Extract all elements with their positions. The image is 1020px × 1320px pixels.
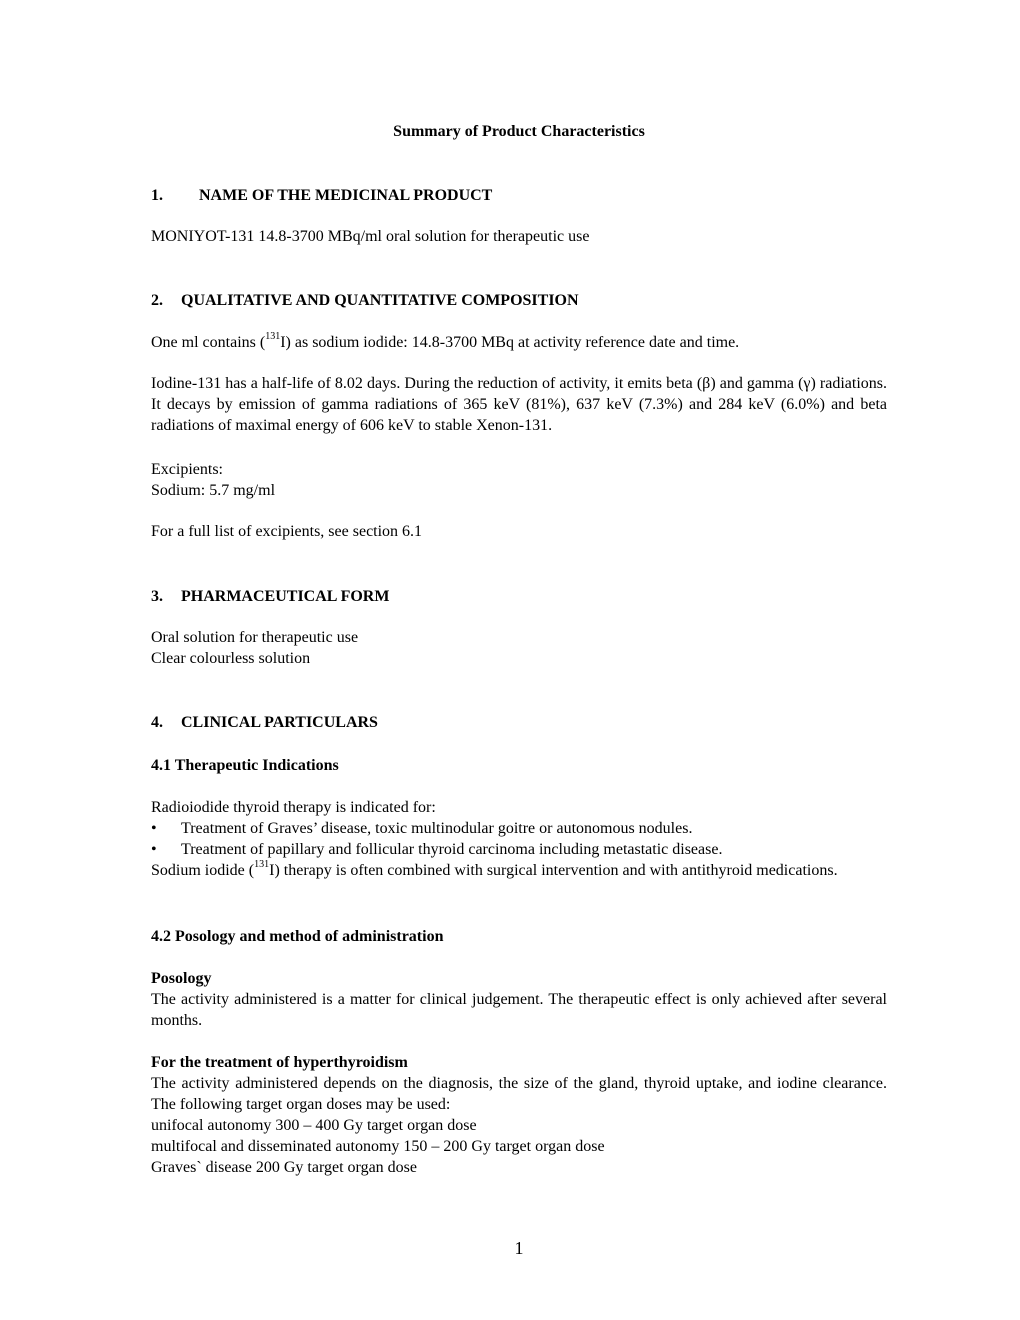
posology-text: The activity administered is a matter for clinical judgement. The therapeutic effect is only achieved after several months. (151, 991, 887, 1029)
document-title: Summary of Product Characteristics (393, 123, 645, 140)
list-item: multifocal and disseminated autonomy 150 – 200 Gy target organ dose (151, 1138, 605, 1155)
list-item: • Treatment of papillary and follicular thyroid carcinoma including metastatic disease. (151, 839, 887, 860)
list-item: Graves` disease 200 Gy target organ dose (151, 1159, 417, 1176)
excipients-reference: For a full list of excipients, see section 6.1 (151, 523, 423, 540)
hyperthyroidism-text: The activity administered depends on the diagnosis, the size of the gland, thyroid uptake, and iodine clearance. The following target organ doses may be used: (151, 1075, 887, 1113)
section-1-heading (151, 185, 887, 206)
posology-label: Posology (151, 970, 212, 987)
section-1-title: NAME OF THE MEDICINAL PRODUCT (199, 187, 493, 204)
excipients-label: Excipients: (151, 461, 223, 478)
indications-intro: Radioiodide thyroid therapy is indicated for: (151, 799, 436, 816)
combined-therapy-start: Sodium iodide ( (151, 862, 255, 879)
product-name-text: MONIYOT-131 14.8-3700 MBq/ml oral solution for therapeutic use (151, 228, 590, 245)
subsection-4-1-heading: 4.1 Therapeutic Indications (151, 757, 339, 774)
section-1-number: 1. (151, 187, 163, 204)
section-2-heading (151, 290, 887, 311)
combined-therapy-end: I) therapy is often combined with surgical intervention and with antithyroid medications. (269, 862, 838, 879)
section-3-heading (151, 586, 887, 607)
list-item: • Treatment of Graves’ disease, toxic multinodular goitre or autonomous nodules. (151, 818, 887, 839)
composition-text-end: I) as sodium iodide: 14.8-3700 MBq at activity reference date and time. (280, 334, 740, 351)
form-line-2: Clear colourless solution (151, 650, 311, 667)
dose-list (151, 1115, 887, 1178)
page-number: 1 (514, 1238, 524, 1258)
section-4-number: 4. (151, 714, 163, 731)
section-2-title: QUALITATIVE AND QUANTITATIVE COMPOSITION (181, 292, 579, 309)
isotope-superscript: 131 (265, 330, 281, 342)
sodium-content: Sodium: 5.7 mg/ml (151, 482, 276, 499)
combined-therapy-text (151, 860, 841, 881)
list-item: unifocal autonomy 300 – 400 Gy target organ dose (151, 1117, 477, 1134)
half-life-paragraph: Iodine-131 has a half-life of 8.02 days. During the reduction of activity, it emits beta (β) and gamma (γ) radiations. It decays by emission of gamma radiations of 365 keV (81%), 637 keV (7.3%) and 284 keV (6.0%) and beta radiations of maximal energy of 606 keV to stable Xenon-131. (151, 375, 887, 434)
indications-list (151, 818, 887, 860)
section-3-title: PHARMACEUTICAL FORM (181, 588, 390, 605)
section-4-heading (151, 712, 887, 733)
section-3-number: 3. (151, 588, 163, 605)
composition-text (151, 332, 887, 353)
section-4-title: CLINICAL PARTICULARS (181, 714, 378, 731)
subsection-4-2-heading: 4.2 Posology and method of administration (151, 928, 444, 945)
composition-text-start: One ml contains ( (151, 334, 266, 351)
form-line-1: Oral solution for therapeutic use (151, 629, 359, 646)
isotope-superscript: 131 (254, 858, 270, 870)
section-2-number: 2. (151, 292, 163, 309)
hyperthyroidism-label: For the treatment of hyperthyroidism (151, 1054, 408, 1071)
